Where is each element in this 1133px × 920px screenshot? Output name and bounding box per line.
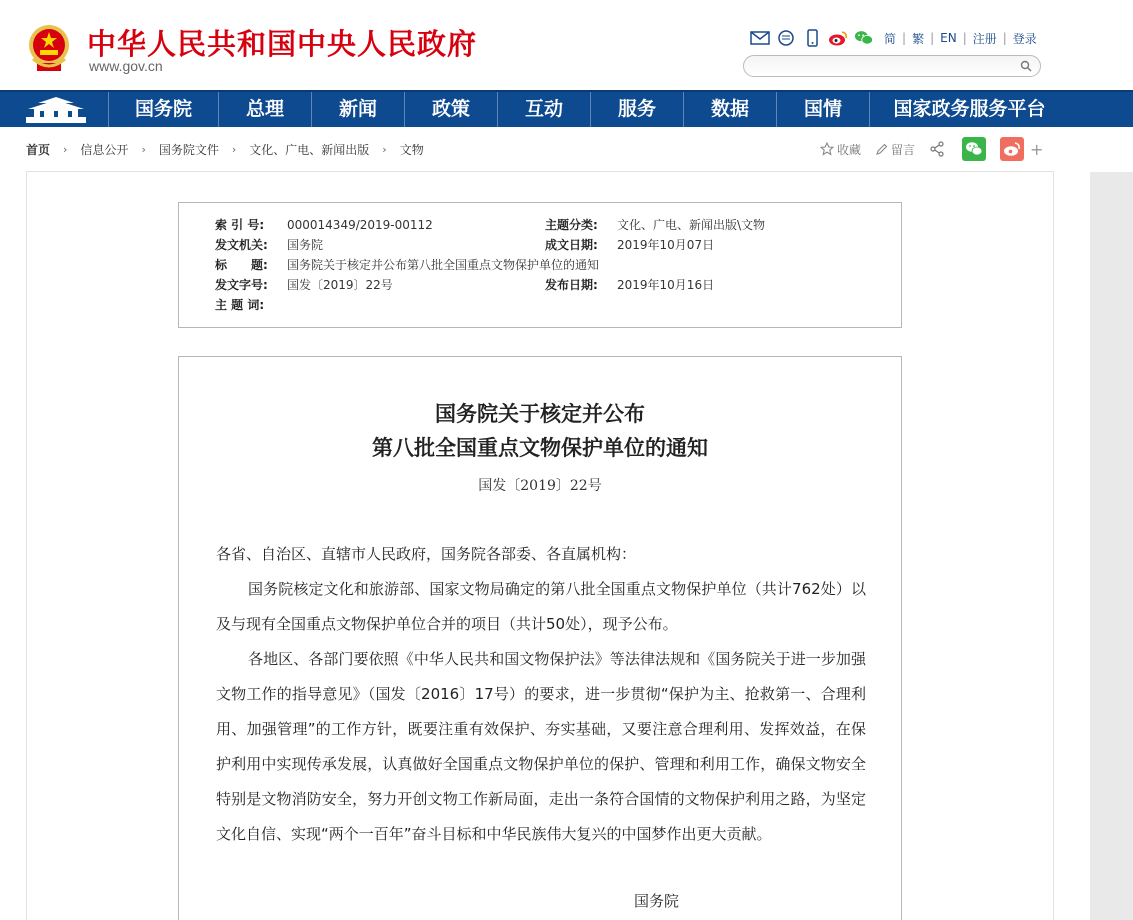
document-metadata xyxy=(178,202,902,328)
meta-index-no xyxy=(215,215,433,235)
nav-item-premier[interactable]: 总理 xyxy=(218,92,311,127)
document xyxy=(178,356,902,920)
salutation: 各省、自治区、直辖市人民政府，国务院各部委、各直属机构： xyxy=(216,545,637,563)
meta-issuer xyxy=(215,235,323,255)
main-nav xyxy=(0,90,1133,127)
document-title-line-2: 第八批全国重点文物保护单位的通知 xyxy=(372,435,708,460)
right-rail xyxy=(1090,127,1133,920)
nav-item-national-info[interactable]: 国情 xyxy=(776,92,869,127)
search-box xyxy=(743,55,1041,77)
register-link[interactable]: 注册 xyxy=(972,31,997,46)
share-button[interactable] xyxy=(929,141,948,157)
breadcrumb xyxy=(26,141,424,158)
nav-item-news[interactable]: 新闻 xyxy=(311,92,404,127)
meta-label: 索 引 号: xyxy=(215,218,265,232)
meta-label: 标 题: xyxy=(215,258,268,272)
message-icon[interactable] xyxy=(776,29,796,47)
breadcrumb-home-link[interactable]: 首页 xyxy=(26,143,51,157)
nav-item-data[interactable]: 数据 xyxy=(683,92,776,127)
meta-keywords xyxy=(215,295,287,315)
share-weibo-button[interactable] xyxy=(1000,137,1024,161)
nav-item-services[interactable]: 服务 xyxy=(590,92,683,127)
share-tools xyxy=(820,136,1043,162)
search-input[interactable] xyxy=(754,58,1014,74)
nav-item-interaction[interactable]: 互动 xyxy=(497,92,590,127)
favorite-button[interactable] xyxy=(820,141,861,158)
meta-value: 国务院 xyxy=(287,238,324,252)
meta-label: 主题分类: xyxy=(545,218,598,232)
breadcrumb-state-council-docs-link[interactable]: 国务院文件 xyxy=(158,143,219,157)
meta-value: 2019年10月07日 xyxy=(617,238,715,252)
favorite-label: 收藏 xyxy=(837,142,862,157)
divider: | xyxy=(930,31,935,45)
meta-label: 发文字号: xyxy=(215,278,268,292)
pencil-icon xyxy=(875,143,888,156)
nav-item-gov-service-platform[interactable]: 国家政务服务平台 xyxy=(869,92,1069,127)
meta-label: 发文机关: xyxy=(215,238,268,252)
more-share-icon[interactable]: + xyxy=(1030,139,1044,159)
site-domain: www.gov.cn xyxy=(89,58,163,74)
share-wechat-button[interactable] xyxy=(962,137,986,161)
lang-english-link[interactable]: EN xyxy=(940,31,957,45)
language-links xyxy=(884,30,1037,47)
document-title xyxy=(179,397,901,465)
meta-value: 文化、广电、新闻出版\文物 xyxy=(617,218,766,232)
nav-items xyxy=(108,92,1069,127)
paragraph-2: 各地区、各部门要依照《中华人民共和国文物保护法》等法律法规和《国务院关于进一步加强文物工作的指导意见》（国发〔2016〕17号）的要求，进一步贯彻“保护为主、抢救第一、合理利用、加强管理”的工作方针，既要注重有效保护、夯实基础，又要注意合理利用、发挥效益，在保护利用中实现传承发展，认真做好全国重点文物保护单位的保护、管理和利用工作，确保文物安全特别是文物消防安全，努力开创文物工作新局面，走出一条符合国情的文物保护利用之路，为坚定文化自信、实现“两个一百年”奋斗目标和中华民族伟大复兴的中国梦作出更大贡献。 xyxy=(216,650,866,843)
paragraph-1: 国务院核定文化和旅游部、国家文物局确定的第八批全国重点文物保护单位（共计762处）以及与现有全国重点文物保护单位合并的项目（共计50处），现予公布。 xyxy=(216,580,866,633)
lang-traditional-link[interactable]: 繁 xyxy=(912,31,925,46)
national-emblem-icon[interactable] xyxy=(27,23,71,75)
comment-label: 留言 xyxy=(891,142,916,157)
tiananmen-home-icon[interactable] xyxy=(22,95,90,125)
divider: | xyxy=(902,31,907,45)
breadcrumb-bar xyxy=(0,127,1133,172)
lang-simplified-link[interactable]: 简 xyxy=(884,31,897,46)
mobile-icon[interactable] xyxy=(802,29,822,47)
meta-label: 发布日期: xyxy=(545,278,598,292)
meta-value: 000014349/2019-00112 xyxy=(287,218,433,232)
document-number: 国发〔2019〕22号 xyxy=(478,478,602,494)
mail-icon[interactable] xyxy=(750,29,770,47)
login-link[interactable]: 登录 xyxy=(1012,31,1037,46)
meta-publish-date xyxy=(545,275,714,295)
document-body xyxy=(216,537,866,852)
meta-title xyxy=(215,255,599,275)
meta-label: 成文日期: xyxy=(545,238,598,252)
chevron-right-icon: › xyxy=(63,143,68,156)
search-icon[interactable] xyxy=(1020,60,1032,72)
top-tools xyxy=(750,28,1037,48)
weibo-icon xyxy=(1003,141,1021,157)
nav-item-state-council[interactable]: 国务院 xyxy=(108,92,218,127)
meta-topic xyxy=(545,215,765,235)
breadcrumb-info-public-link[interactable]: 信息公开 xyxy=(80,143,129,157)
meta-label: 主 题 词: xyxy=(215,298,265,312)
site-header xyxy=(0,0,1133,90)
breadcrumb-relics-link[interactable]: 文物 xyxy=(399,143,424,157)
share-icon xyxy=(929,141,945,157)
breadcrumb-culture-link[interactable]: 文化、广电、新闻出版 xyxy=(249,143,370,157)
meta-value: 国发〔2019〕22号 xyxy=(287,278,393,292)
wechat-icon xyxy=(965,141,983,157)
signature: 国务院 xyxy=(634,892,680,910)
weibo-icon[interactable] xyxy=(828,29,848,47)
comment-button[interactable] xyxy=(875,141,915,158)
chevron-right-icon: › xyxy=(231,143,237,156)
divider: | xyxy=(1002,31,1007,45)
wechat-icon[interactable] xyxy=(854,29,874,47)
chevron-right-icon: › xyxy=(382,143,387,156)
star-icon xyxy=(820,142,834,156)
site-title[interactable]: 中华人民共和国中央人民政府 xyxy=(87,27,478,61)
meta-value: 2019年10月16日 xyxy=(617,278,715,292)
document-title-line-1: 国务院关于核定并公布 xyxy=(435,401,645,426)
nav-item-policy[interactable]: 政策 xyxy=(404,92,497,127)
meta-doc-no xyxy=(215,275,393,295)
meta-written-date xyxy=(545,235,714,255)
divider: | xyxy=(962,31,967,45)
meta-value: 国务院关于核定并公布第八批全国重点文物保护单位的通知 xyxy=(287,258,600,272)
chevron-right-icon: › xyxy=(141,143,146,156)
